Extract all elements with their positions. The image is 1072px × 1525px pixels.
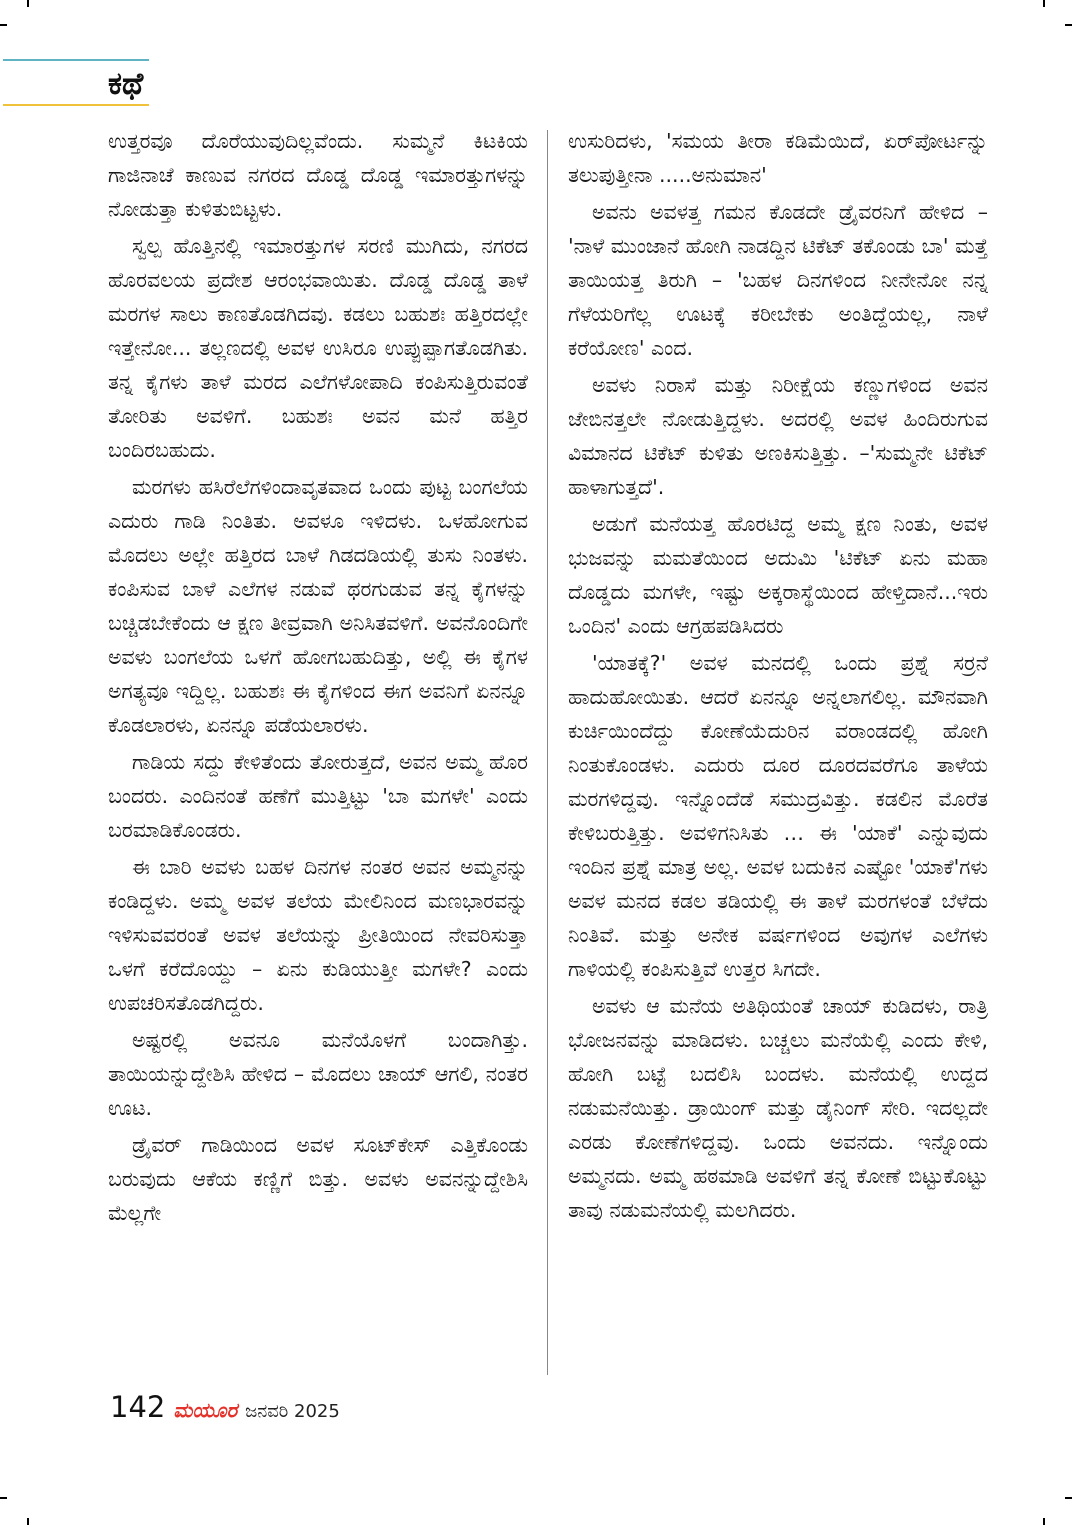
paragraph: ಅವಳು ಆ ಮನೆಯ ಅತಿಥಿಯಂತೆ ಚಾಯ್ ಕುಡಿದಳು, ರಾತ್ರಿ ಭೋಜನವನ್ನು ಮಾಡಿದಳು. ಬಚ್ಚಲು ಮನೆಯೆಲ್ಲಿ ಎಂದು ಕೇಳಿ, ಹೋಗಿ ಬಟ್ಟೆ ಬದಲಿಸಿ ಬಂದಳು. ಮನೆಯಲ್ಲಿ ಉದ್ದದ ನಡುಮನೆಯಿತ್ತು. ಡ್ರಾಯಿಂಗ್ ಮತ್ತು ಡೈನಿಂಗ್ ಸೇರಿ. ಇದಲ್ಲದೇ ಎರಡು ಕೋಣೆಗಳಿದ್ದವು. ಒಂದು ಅವನದು. ಇನ್ನೊಂದು ಅಮ್ಮನದು. ಅಮ್ಮ ಹಠಮಾಡಿ ಅವಳಿಗೆ ತನ್ನ ಕೋಣೆ ಬಿಟ್ಟುಕೊಟ್ಟು ತಾವು ನಡುಮನೆಯಲ್ಲಿ ಮಲಗಿದರು.	[568, 994, 988, 1222]
page-footer	[110, 1390, 340, 1430]
paragraph: ಗಾಡಿಯ ಸದ್ದು ಕೇಳಿತೆಂದು ತೋರುತ್ತದೆ, ಅವನ ಅಮ್ಮ ಹೊರ ಬಂದರು. ಎಂದಿನಂತೆ ಹಣೆಗೆ ಮುತ್ತಿಟ್ಟು 'ಬಾ ಮಗಳೇ' ಎಂದು ಬರಮಾಡಿಕೊಂಡರು.	[108, 750, 528, 842]
magazine-logo: ಮಯೂರ	[173, 1398, 238, 1422]
column-divider	[547, 130, 548, 1375]
paragraph: 'ಯಾತಕ್ಕೆ?' ಅವಳ ಮನದಲ್ಲಿ ಒಂದು ಪ್ರಶ್ನೆ ಸರ್ರನೆ ಹಾದುಹೋಯಿತು. ಆದರೆ ಏನನ್ನೂ ಅನ್ನಲಾಗಲಿಲ್ಲ. ಮೌನವಾಗಿ ಕುರ್ಚಿಯಿಂದೆದ್ದು ಕೋಣೆಯೆದುರಿನ ವರಾಂಡದಲ್ಲಿ ಹೋಗಿ ನಿಂತುಕೊಂಡಳು. ಎದುರು ದೂರ ದೂರದವರೆಗೂ ತಾಳೆಯ ಮರಗಳಿದ್ದವು. ಇನ್ನೊಂದೆಡೆ ಸಮುದ್ರವಿತ್ತು. ಕಡಲಿನ ಮೊರೆತ ಕೇಳಿಬರುತ್ತಿತ್ತು. ಅವಳಿಗನಿಸಿತು … ಈ 'ಯಾಕೆ' ಎನ್ನುವುದು ಇಂದಿನ ಪ್ರಶ್ನೆ ಮಾತ್ರ ಅಲ್ಲ. ಅವಳ ಬದುಕಿನ ಎಷ್ಟೋ 'ಯಾಕೆ'ಗಳು ಅವಳ ಮನದ ಕಡಲ ತಡಿಯಲ್ಲಿ ಈ ತಾಳೆ ಮರಗಳಂತೆ ಬೆಳೆದು ನಿಂತಿವೆ. ಮತ್ತು ಅನೇಕ ವರ್ಷಗಳಿಂದ ಅವುಗಳ ಎಲೆಗಳು ಗಾಳಿಯಲ್ಲಿ ಕಂಪಿಸುತ್ತಿವೆ ಉತ್ತರ ಸಿಗದೇ.	[568, 651, 988, 981]
page-number: 142	[110, 1390, 166, 1424]
paragraph: ಉತ್ತರವೂ ದೊರೆಯುವುದಿಲ್ಲವೆಂದು. ಸುಮ್ಮನೆ ಕಿಟಕಿಯ ಗಾಜಿನಾಚೆ ಕಾಣುವ ನಗರದ ದೊಡ್ಡ ದೊಡ್ಡ ಇಮಾರತ್ತುಗಳನ್ನು ನೋಡುತ್ತಾ ಕುಳಿತುಬಿಟ್ಟಳು.	[108, 129, 528, 221]
crop-mark	[1043, 0, 1045, 7]
header-rule-bottom	[3, 104, 149, 106]
paragraph: ಡ್ರೈವರ್ ಗಾಡಿಯಿಂದ ಅವಳ ಸೂಟ್‌ಕೇಸ್ ಎತ್ತಿಕೊಂಡು ಬರುವುದು ಆಕೆಯ ಕಣ್ಣಿಗೆ ಬಿತ್ತು. ಅವಳು ಅವನನ್ನುದ್ದೇಶಿಸಿ ಮೆಲ್ಲಗೇ	[108, 1133, 528, 1225]
paragraph: ಅವಳು ನಿರಾಸೆ ಮತ್ತು ನಿರೀಕ್ಷೆಯ ಕಣ್ಣುಗಳಿಂದ ಅವನ ಜೇಬಿನತ್ತಲೇ ನೋಡುತ್ತಿದ್ದಳು. ಅದರಲ್ಲಿ ಅವಳ ಹಿಂದಿರುಗುವ ವಿಮಾನದ ಟಿಕೆಟ್ ಕುಳಿತು ಅಣಕಿಸುತ್ತಿತ್ತು. –'ಸುಮ್ಮನೇ ಟಿಕೆಟ್ ಹಾಳಾಗುತ್ತದೆ'.	[568, 373, 988, 499]
left-column	[108, 124, 528, 1384]
paragraph: ಈ ಬಾರಿ ಅವಳು ಬಹಳ ದಿನಗಳ ನಂತರ ಅವನ ಅಮ್ಮನನ್ನು ಕಂಡಿದ್ದಳು. ಅಮ್ಮ ಅವಳ ತಲೆಯ ಮೇಲಿನಿಂದ ಮಣಭಾರವನ್ನು ಇಳಿಸುವವರಂತೆ ಅವಳ ತಲೆಯನ್ನು ಪ್ರೀತಿಯಿಂದ ನೇವರಿಸುತ್ತಾ ಒಳಗೆ ಕರೆದೊಯ್ದು – ಏನು ಕುಡಿಯುತ್ತೀ ಮಗಳೇ? ಎಂದು ಉಪಚರಿಸತೊಡಗಿದ್ದರು.	[108, 855, 528, 1015]
paragraph: ಅಷ್ಟರಲ್ಲಿ ಅವನೂ ಮನೆಯೊಳಗೆ ಬಂದಾಗಿತ್ತು. ತಾಯಿಯನ್ನುದ್ದೇಶಿಸಿ ಹೇಳಿದ – ಮೊದಲು ಚಾಯ್ ಆಗಲಿ, ನಂತರ ಊಟ.	[108, 1028, 528, 1120]
crop-mark	[27, 0, 29, 7]
paragraph: ಅಡುಗೆ ಮನೆಯತ್ತ ಹೊರಟಿದ್ದ ಅಮ್ಮ ಕ್ಷಣ ನಿಂತು, ಅವಳ ಭುಜವನ್ನು ಮಮತೆಯಿಂದ ಅದುಮಿ 'ಟಿಕೆಟ್ ಏನು ಮಹಾ ದೊಡ್ಡದು ಮಗಳೇ, ಇಷ್ಟು ಅಕ್ಕರಾಸ್ಥೆಯಿಂದ ಹೇಳ್ತಿದಾನೆ...ಇರು ಒಂದಿನ' ಎಂದು ಆಗ್ರಹಪಡಿಸಿದರು	[568, 512, 988, 638]
crop-mark	[1065, 1497, 1072, 1499]
crop-mark	[1065, 24, 1072, 26]
crop-mark	[1043, 1518, 1045, 1525]
right-column	[568, 124, 988, 1384]
crop-mark	[27, 1518, 29, 1525]
section-title: ಕಥೆ	[108, 66, 144, 102]
crop-mark	[0, 24, 7, 26]
crop-mark	[0, 1497, 7, 1499]
header-rule-top	[3, 59, 149, 61]
paragraph: ಅವನು ಅವಳತ್ತ ಗಮನ ಕೊಡದೇ ಡ್ರೈವರನಿಗೆ ಹೇಳಿದ – 'ನಾಳೆ ಮುಂಜಾನೆ ಹೋಗಿ ನಾಡದ್ದಿನ ಟಿಕೆಟ್ ತಕೊಂಡು ಬಾ' ಮತ್ತೆ ತಾಯಿಯತ್ತ ತಿರುಗಿ – 'ಬಹಳ ದಿನಗಳಿಂದ ನೀನೇನೋ ನನ್ನ ಗೆಳೆಯರಿಗೆಲ್ಲ ಊಟಕ್ಕೆ ಕರೀಬೇಕು ಅಂತಿದ್ದೆಯಲ್ಲ, ನಾಳೆ ಕರೆಯೋಣ' ಎಂದ.	[568, 200, 988, 360]
paragraph: ಸ್ವಲ್ಪ ಹೊತ್ತಿನಲ್ಲಿ ಇಮಾರತ್ತುಗಳ ಸರಣಿ ಮುಗಿದು, ನಗರದ ಹೊರವಲಯ ಪ್ರದೇಶ ಆರಂಭವಾಯಿತು. ದೊಡ್ಡ ದೊಡ್ಡ ತಾಳೆ ಮರಗಳ ಸಾಲು ಕಾಣತೊಡಗಿದವು. ಕಡಲು ಬಹುಶಃ ಹತ್ತಿರದಲ್ಲೇ ಇತ್ತೇನೋ... ತಲ್ಲಣದಲ್ಲಿ ಅವಳ ಉಸಿರೂ ಉಪ್ಪುಪ್ಪಾಗತೊಡಗಿತು. ತನ್ನ ಕೈಗಳು ತಾಳೆ ಮರದ ಎಲೆಗಳೋಪಾದಿ ಕಂಪಿಸುತ್ತಿರುವಂತೆ ತೋರಿತು ಅವಳಿಗೆ. ಬಹುಶಃ ಅವನ ಮನೆ ಹತ್ತಿರ ಬಂದಿರಬಹುದು.	[108, 234, 528, 462]
issue-date: ಜನವರಿ 2025	[245, 1401, 340, 1422]
paragraph: ಉಸುರಿದಳು, 'ಸಮಯ ತೀರಾ ಕಡಿಮೆಯಿದೆ, ಏರ್‌ಪೋರ್ಟನ್ನು ತಲುಪುತ್ತೀನಾ .....ಅನುಮಾನ'	[568, 129, 988, 187]
paragraph: ಮರಗಳು ಹಸಿರೆಲೆಗಳಿಂದಾವೃತವಾದ ಒಂದು ಪುಟ್ಟ ಬಂಗಲೆಯ ಎದುರು ಗಾಡಿ ನಿಂತಿತು. ಅವಳೂ ಇಳಿದಳು. ಒಳಹೋಗುವ ಮೊದಲು ಅಲ್ಲೇ ಹತ್ತಿರದ ಬಾಳೆ ಗಿಡದಡಿಯಲ್ಲಿ ತುಸು ನಿಂತಳು. ಕಂಪಿಸುವ ಬಾಳೆ ಎಲೆಗಳ ನಡುವೆ ಥರಗುಡುವ ತನ್ನ ಕೈಗಳನ್ನು ಬಚ್ಚಿಡಬೇಕೆಂದು ಆ ಕ್ಷಣ ತೀವ್ರವಾಗಿ ಅನಿಸಿತವಳಿಗೆ. ಅವನೊಂದಿಗೇ ಅವಳು ಬಂಗಲೆಯ ಒಳಗೆ ಹೋಗಬಹುದಿತ್ತು, ಅಲ್ಲಿ ಈ ಕೈಗಳ ಅಗತ್ಯವೂ ಇದ್ದಿಲ್ಲ. ಬಹುಶಃ ಈ ಕೈಗಳಿಂದ ಈಗ ಅವನಿಗೆ ಏನನ್ನೂ ಕೊಡಲಾರಳು, ಏನನ್ನೂ ಪಡೆಯಲಾರಳು.	[108, 475, 528, 737]
